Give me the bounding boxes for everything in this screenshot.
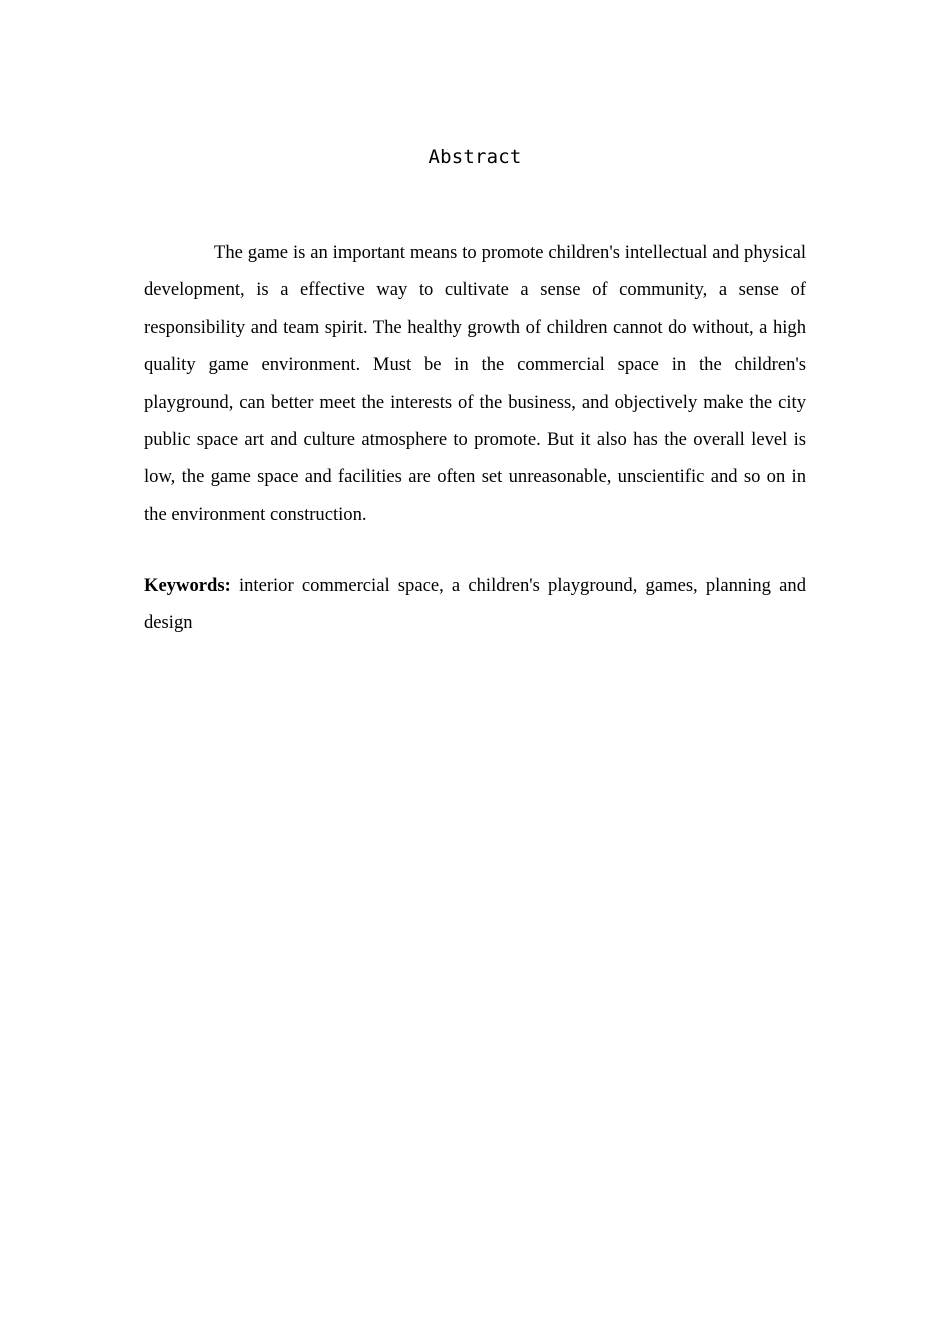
keywords-text: interior commercial space, a children's playground, games, planning and design bbox=[144, 575, 806, 634]
keywords-label: Keywords: bbox=[144, 575, 231, 596]
abstract-paragraph: The game is an important means to promote children's intellectual and physical development, is a effective way to cultivate a sense of community, a sense of responsibility and team spirit. The healthy growth of children cannot do without, a high quality game environment. Must be in the commercial space in the children's playground, can better meet the interests of the business, and objectively make the city public space art and culture atmosphere to promote. But it also has the overall level is low, the game space and facilities are often set unreasonable, unscientific and so on in the environment construction. bbox=[144, 242, 806, 525]
keywords-paragraph bbox=[144, 567, 806, 642]
page-title: Abstract bbox=[428, 146, 522, 168]
